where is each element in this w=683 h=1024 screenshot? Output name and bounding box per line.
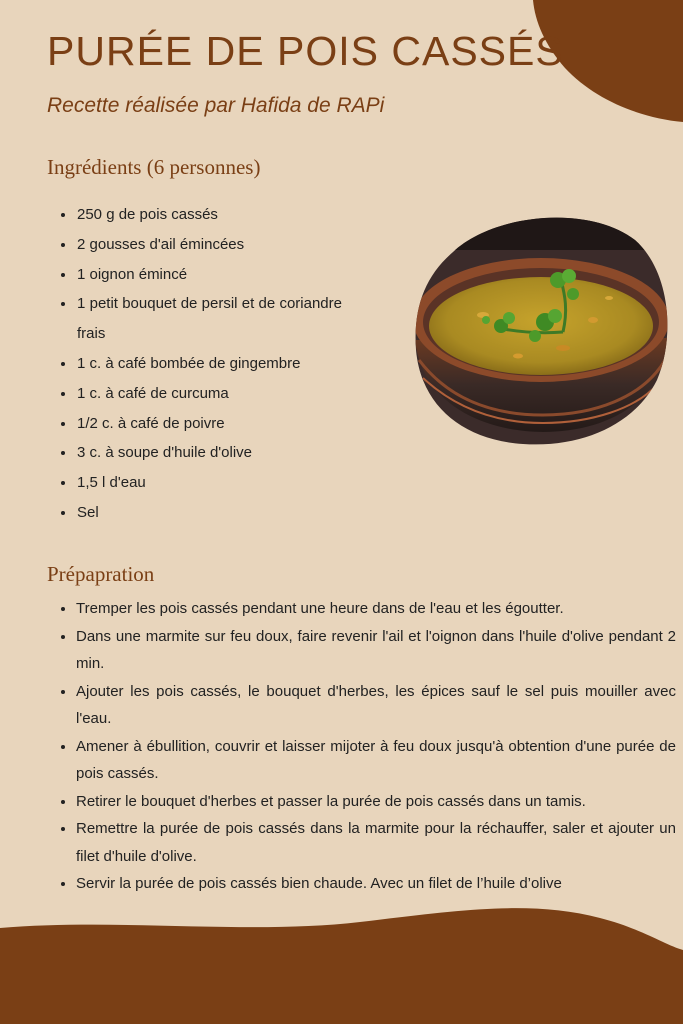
preparation-step: • Dans une marmite sur feu doux, faire revenir l'ail et l'oignon dans l'huile d'olive pendant 2 min. [76,623,676,678]
ingredient-item: • 2 gousses d'ail émincées [76,230,342,260]
preparation-step: • Amener à ébullition, couvrir et laisser mijoter à feu doux jusqu'à obtention d'une purée de pois cassés. [76,733,676,788]
ingredient-item: • Sel [76,498,342,528]
preparation-step: • Tremper les pois cassés pendant une heure dans de l'eau et les égoutter. [76,595,676,623]
ingredient-item: • 1 oignon émincé [76,260,342,290]
ingredient-item: • 1 petit bouquet de persil et de coriandre frais [76,289,342,349]
preparation-heading: Prépapration [47,562,155,586]
preparation-steps-list [56,595,676,898]
recipe-author-subtitle: Recette réalisée par Hafida de RAPi [47,94,385,117]
decorative-wave-bottom [0,900,683,1024]
preparation-step: • Ajouter les pois cassés, le bouquet d'herbes, les épices sauf le sel puis mouiller avec l'eau. [76,678,676,733]
ingredient-item: • 1 c. à café bombée de gingembre [76,349,342,379]
soup-bowl-photo [413,210,668,446]
ingredient-item: • 1 c. à café de curcuma [76,379,342,409]
ingredients-list [56,200,342,528]
ingredient-item: • 3 c. à soupe d'huile d'olive [76,438,342,468]
preparation-step: • Servir la purée de pois cassés bien chaude. Avec un filet de l’huile d’olive [76,870,676,898]
ingredients-heading: Ingrédients (6 personnes) [47,155,261,179]
preparation-step: • Remettre la purée de pois cassés dans la marmite pour la réchauffer, saler et ajouter un filet d'huile d'olive. [76,815,676,870]
ingredient-item: • 1,5 l d'eau [76,468,342,498]
preparation-step: • Retirer le bouquet d'herbes et passer la purée de pois cassés dans un tamis. [76,788,676,816]
ingredient-item: • 1/2 c. à café de poivre [76,409,342,439]
page-title: PURÉE DE POIS CASSÉS [47,28,564,74]
ingredient-item: • 250 g de pois cassés [76,200,342,230]
